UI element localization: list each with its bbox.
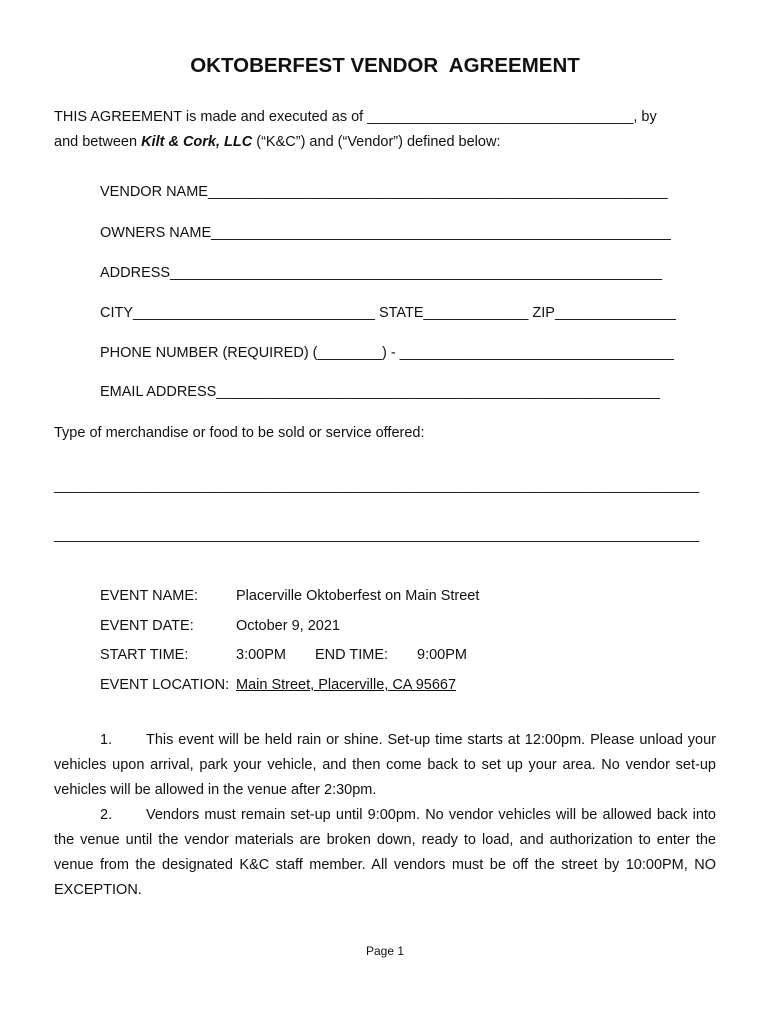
term-1-number: 1.	[100, 732, 113, 748]
intro-suffix: (“K&C”) and (“Vendor”) defined below:	[252, 134, 501, 150]
merchandise-label: Type of merchandise or food to be sold or service offered:	[54, 425, 425, 441]
page-number: Page 1	[365, 944, 405, 958]
company-name: Kilt & Cork, LLC	[141, 134, 253, 150]
merchandise-line-2[interactable]: ________________________________________________________________________________	[54, 527, 700, 543]
term-2-text: Vendors must remain set-up until 9:00pm. No vendor vehicles will be allowed back into the venue until the vendor materials are broken down, ready to load, and authorization to enter the venue from the designated K&C staff member. All vendors must be off the street by 10:00PM, NO EXCEPTION.	[54, 807, 716, 898]
event-date-value: October 9, 2021	[236, 618, 340, 634]
start-time-value: 3:00PM	[236, 647, 286, 663]
term-2-number: 2.	[100, 807, 113, 823]
vendor-name-field[interactable]: VENDOR NAME_________________________________________________________	[100, 184, 668, 200]
event-name-value: Placerville Oktoberfest on Main Street	[236, 588, 480, 604]
intro-line-2	[54, 134, 500, 150]
event-location-label: EVENT LOCATION:	[100, 677, 230, 693]
address-field[interactable]: ADDRESS_____________________________________________________________	[100, 265, 663, 281]
city-state-zip-field[interactable]: CITY______________________________ STATE_____________ ZIP_______________	[100, 305, 676, 321]
start-time-label: START TIME:	[100, 647, 189, 663]
event-date-label: EVENT DATE:	[100, 618, 194, 634]
end-time-value: 9:00PM	[417, 647, 467, 663]
end-time-label: END TIME:	[315, 647, 389, 663]
document-title: OKTOBERFEST VENDOR AGREEMENT	[190, 54, 580, 77]
email-field[interactable]: EMAIL ADDRESS_______________________________________________________	[100, 384, 660, 400]
intro-line-1: THIS AGREEMENT is made and executed as of _________________________________, by	[54, 109, 657, 125]
event-name-label: EVENT NAME:	[100, 588, 199, 604]
merchandise-line-1[interactable]: ________________________________________________________________________________	[54, 478, 700, 494]
term-1	[54, 728, 716, 803]
term-2	[54, 803, 716, 903]
phone-field[interactable]: PHONE NUMBER (REQUIRED) (________) - __________________________________	[100, 345, 674, 361]
owners-name-field[interactable]: OWNERS NAME_________________________________________________________	[100, 225, 671, 241]
event-location-value: Main Street, Placerville, CA 95667	[236, 677, 457, 693]
term-1-text: This event will be held rain or shine. Set-up time starts at 12:00pm. Please unload your vehicles upon arrival, park your vehicle, and then come back to set up your area. No vendor set-up vehicles will be allowed in the venue after 2:30pm.	[54, 732, 716, 798]
intro-prefix: and between	[54, 134, 142, 150]
